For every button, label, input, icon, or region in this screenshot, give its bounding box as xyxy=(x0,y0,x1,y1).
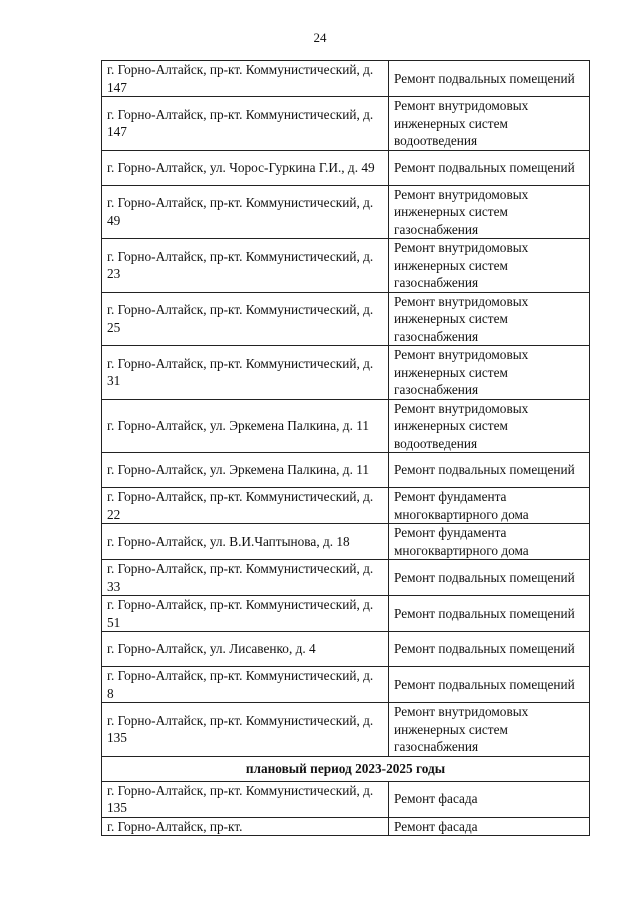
address-cell: г. Горно-Алтайск, пр-кт. Коммунистический, д. 135 xyxy=(102,781,389,817)
address-cell: г. Горно-Алтайск, пр-кт. Коммунистический, д. 51 xyxy=(102,596,389,632)
address-cell: г. Горно-Алтайск, пр-кт. xyxy=(102,817,389,836)
table-row xyxy=(102,667,590,703)
table-row xyxy=(102,781,590,817)
table-row xyxy=(102,524,590,560)
work-type-cell: Ремонт подвальных помещений xyxy=(389,453,590,488)
address-cell: г. Горно-Алтайск, пр-кт. Коммунистический, д. 22 xyxy=(102,488,389,524)
section-title: плановый период 2023-2025 годы xyxy=(102,756,590,781)
address-cell: г. Горно-Алтайск, ул. Чорос-Гуркина Г.И., д. 49 xyxy=(102,150,389,185)
work-type-cell: Ремонт внутридомовых инженерных систем газоснабжения xyxy=(389,239,590,293)
work-type-cell: Ремонт внутридомовых инженерных систем газоснабжения xyxy=(389,292,590,346)
address-cell: г. Горно-Алтайск, пр-кт. Коммунистический, д. 25 xyxy=(102,292,389,346)
work-type-cell: Ремонт внутридомовых инженерных систем водоотведения xyxy=(389,97,590,151)
work-type-cell: Ремонт подвальных помещений xyxy=(389,596,590,632)
address-cell: г. Горно-Алтайск, пр-кт. Коммунистический, д. 33 xyxy=(102,560,389,596)
table-row xyxy=(102,817,590,836)
table-row xyxy=(102,488,590,524)
table-row xyxy=(102,399,590,453)
work-type-cell: Ремонт внутридомовых инженерных систем газоснабжения xyxy=(389,703,590,757)
table-row xyxy=(102,97,590,151)
address-cell: г. Горно-Алтайск, пр-кт. Коммунистический, д. 147 xyxy=(102,97,389,151)
work-type-cell: Ремонт внутридомовых инженерных систем газоснабжения xyxy=(389,346,590,400)
table-row xyxy=(102,632,590,667)
repair-table xyxy=(101,60,590,836)
address-cell: г. Горно-Алтайск, пр-кт. Коммунистический, д. 23 xyxy=(102,239,389,293)
table-row xyxy=(102,703,590,757)
address-cell: г. Горно-Алтайск, ул. Лисавенко, д. 4 xyxy=(102,632,389,667)
table-row xyxy=(102,150,590,185)
table-row xyxy=(102,346,590,400)
table-row xyxy=(102,453,590,488)
address-cell: г. Горно-Алтайск, пр-кт. Коммунистический, д. 31 xyxy=(102,346,389,400)
work-type-cell: Ремонт подвальных помещений xyxy=(389,667,590,703)
table-row xyxy=(102,560,590,596)
table-row xyxy=(102,239,590,293)
work-type-cell: Ремонт фундамента многоквартирного дома xyxy=(389,488,590,524)
work-type-cell: Ремонт подвальных помещений xyxy=(389,150,590,185)
table-row xyxy=(102,185,590,239)
work-type-cell: Ремонт фундамента многоквартирного дома xyxy=(389,524,590,560)
address-cell: г. Горно-Алтайск, пр-кт. Коммунистический, д. 135 xyxy=(102,703,389,757)
table-row xyxy=(102,596,590,632)
address-cell: г. Горно-Алтайск, ул. Эркемена Палкина, д. 11 xyxy=(102,399,389,453)
work-type-cell: Ремонт внутридомовых инженерных систем газоснабжения xyxy=(389,185,590,239)
page-number: 24 xyxy=(313,30,327,45)
work-type-cell: Ремонт подвальных помещений xyxy=(389,632,590,667)
work-type-cell: Ремонт внутридомовых инженерных систем водоотведения xyxy=(389,399,590,453)
address-cell: г. Горно-Алтайск, пр-кт. Коммунистический, д. 147 xyxy=(102,61,389,97)
work-type-cell: Ремонт подвальных помещений xyxy=(389,61,590,97)
table-row xyxy=(102,292,590,346)
address-cell: г. Горно-Алтайск, ул. Эркемена Палкина, д. 11 xyxy=(102,453,389,488)
table-row xyxy=(102,61,590,97)
work-type-cell: Ремонт фасада xyxy=(389,817,590,836)
work-type-cell: Ремонт подвальных помещений xyxy=(389,560,590,596)
work-type-cell: Ремонт фасада xyxy=(389,781,590,817)
address-cell: г. Горно-Алтайск, пр-кт. Коммунистический, д. 49 xyxy=(102,185,389,239)
address-cell: г. Горно-Алтайск, пр-кт. Коммунистический, д. 8 xyxy=(102,667,389,703)
section-header-row xyxy=(102,756,590,781)
address-cell: г. Горно-Алтайск, ул. В.И.Чаптынова, д. 18 xyxy=(102,524,389,560)
